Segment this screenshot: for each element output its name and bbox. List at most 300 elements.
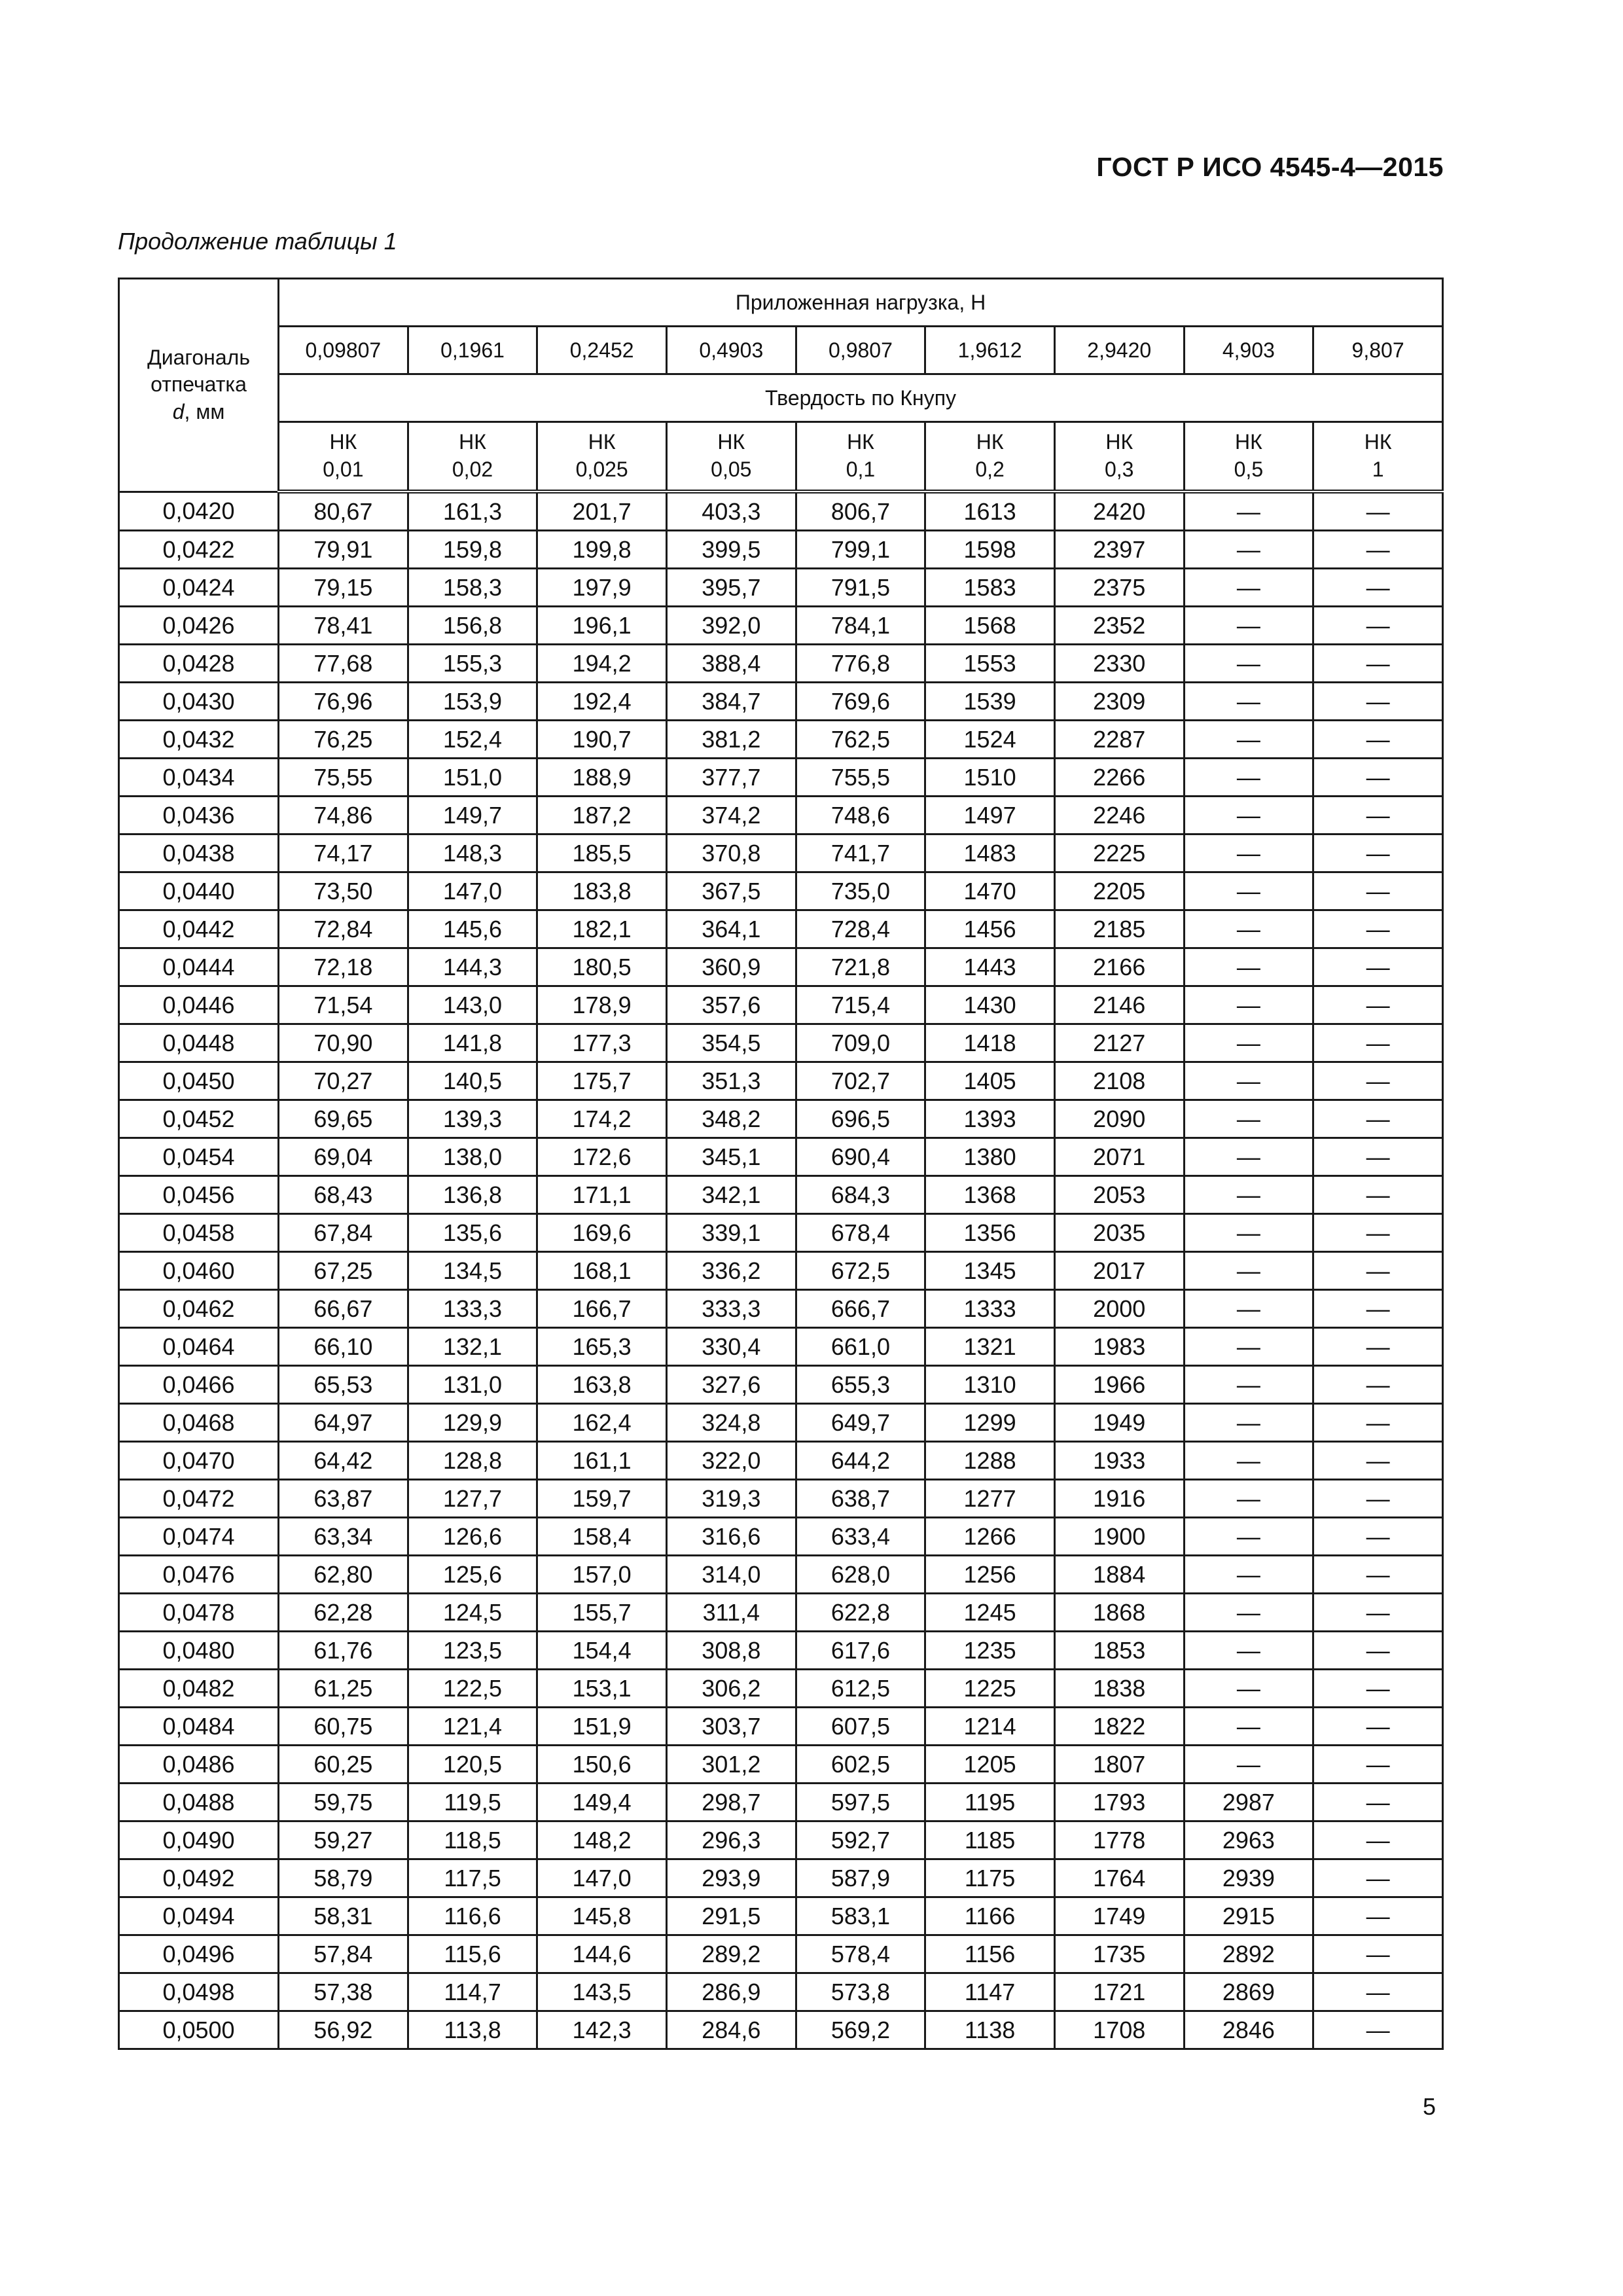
hardness-cell: 333,3 bbox=[666, 1290, 796, 1328]
scale-name: НК bbox=[717, 430, 745, 454]
hardness-cell: 1138 bbox=[925, 2011, 1055, 2049]
hardness-cell: 339,1 bbox=[666, 1214, 796, 1252]
hardness-cell: 69,04 bbox=[279, 1138, 408, 1176]
hardness-cell: 1288 bbox=[925, 1442, 1055, 1480]
hardness-cell: 1613 bbox=[925, 492, 1055, 531]
hardness-cell: 578,4 bbox=[796, 1935, 925, 1973]
table-row bbox=[119, 1973, 1443, 2011]
hardness-cell: — bbox=[1313, 1670, 1443, 1708]
hardness-cell: — bbox=[1313, 1973, 1443, 2011]
hardness-cell: 806,7 bbox=[796, 492, 925, 531]
hardness-cell: 174,2 bbox=[537, 1100, 667, 1138]
hardness-cell: 155,7 bbox=[537, 1594, 667, 1632]
hardness-cell: 158,3 bbox=[408, 569, 537, 607]
table-row bbox=[119, 683, 1443, 721]
table-row bbox=[119, 1935, 1443, 1973]
hardness-cell: 377,7 bbox=[666, 759, 796, 797]
table-row bbox=[119, 1290, 1443, 1328]
table-row bbox=[119, 1746, 1443, 1784]
hardness-cell: 162,4 bbox=[537, 1404, 667, 1442]
hardness-cell: 2146 bbox=[1054, 986, 1184, 1024]
hardness-cell: — bbox=[1184, 948, 1313, 986]
hardness-cell: 1225 bbox=[925, 1670, 1055, 1708]
table-row bbox=[119, 1442, 1443, 1480]
hardness-cell: 187,2 bbox=[537, 797, 667, 834]
hardness-cell: 1583 bbox=[925, 569, 1055, 607]
hardness-cell: 147,0 bbox=[537, 1859, 667, 1897]
hardness-cell: 1510 bbox=[925, 759, 1055, 797]
hardness-cell: 370,8 bbox=[666, 834, 796, 872]
diagonal-cell: 0,0434 bbox=[119, 759, 279, 797]
hardness-cell: 1598 bbox=[925, 531, 1055, 569]
hardness-cell: 143,5 bbox=[537, 1973, 667, 2011]
diagonal-cell: 0,0426 bbox=[119, 607, 279, 645]
hardness-cell: 392,0 bbox=[666, 607, 796, 645]
force-header-cell: 4,903 bbox=[1184, 327, 1313, 374]
hardness-cell: 144,3 bbox=[408, 948, 537, 986]
hardness-cell: 286,9 bbox=[666, 1973, 796, 2011]
hardness-cell: 122,5 bbox=[408, 1670, 537, 1708]
hardness-cell: 384,7 bbox=[666, 683, 796, 721]
diagonal-cell: 0,0432 bbox=[119, 721, 279, 759]
hardness-cell: 769,6 bbox=[796, 683, 925, 721]
hardness-cell: 303,7 bbox=[666, 1708, 796, 1746]
hardness-cell: — bbox=[1313, 721, 1443, 759]
scale-name: НК bbox=[1364, 430, 1392, 454]
table-row bbox=[119, 1632, 1443, 1670]
hardness-cell: 139,3 bbox=[408, 1100, 537, 1138]
hardness-cell: 1321 bbox=[925, 1328, 1055, 1366]
hardness-cell: — bbox=[1184, 607, 1313, 645]
table-header bbox=[119, 279, 1443, 492]
hardness-cell: — bbox=[1313, 1252, 1443, 1290]
hardness-cell: 78,41 bbox=[279, 607, 408, 645]
hardness-cell: 74,86 bbox=[279, 797, 408, 834]
hardness-cell: 72,18 bbox=[279, 948, 408, 986]
hardness-scale-row bbox=[119, 422, 1443, 492]
hardness-cell: — bbox=[1313, 1746, 1443, 1784]
hardness-cell: 168,1 bbox=[537, 1252, 667, 1290]
hardness-cell: — bbox=[1313, 1859, 1443, 1897]
diagonal-cell: 0,0490 bbox=[119, 1821, 279, 1859]
hardness-cell: 182,1 bbox=[537, 910, 667, 948]
hardness-cell: 172,6 bbox=[537, 1138, 667, 1176]
scale-value: 0,05 bbox=[711, 457, 752, 481]
hardness-cell: 119,5 bbox=[408, 1784, 537, 1821]
hardness-cell: — bbox=[1184, 1480, 1313, 1518]
hardness-cell: 1368 bbox=[925, 1176, 1055, 1214]
hardness-cell: 2246 bbox=[1054, 797, 1184, 834]
hardness-cell: — bbox=[1313, 1100, 1443, 1138]
hardness-cell: 784,1 bbox=[796, 607, 925, 645]
hardness-cell: 2225 bbox=[1054, 834, 1184, 872]
hardness-cell: — bbox=[1313, 1556, 1443, 1594]
hardness-cell: 136,8 bbox=[408, 1176, 537, 1214]
hardness-cell: 1185 bbox=[925, 1821, 1055, 1859]
hardness-cell: 70,90 bbox=[279, 1024, 408, 1062]
hardness-cell: 147,0 bbox=[408, 872, 537, 910]
hardness-cell: 367,5 bbox=[666, 872, 796, 910]
hardness-cell: 138,0 bbox=[408, 1138, 537, 1176]
hardness-cell: — bbox=[1313, 1442, 1443, 1480]
hardness-cell: 67,84 bbox=[279, 1214, 408, 1252]
hardness-cell: — bbox=[1184, 1024, 1313, 1062]
hardness-cell: 364,1 bbox=[666, 910, 796, 948]
hardness-cell: 188,9 bbox=[537, 759, 667, 797]
hardness-cell: 2352 bbox=[1054, 607, 1184, 645]
table-row bbox=[119, 1176, 1443, 1214]
hardness-cell: 607,5 bbox=[796, 1708, 925, 1746]
hardness-cell: 1345 bbox=[925, 1252, 1055, 1290]
diagonal-cell: 0,0484 bbox=[119, 1708, 279, 1746]
hardness-cell: 399,5 bbox=[666, 531, 796, 569]
force-header-cell: 0,9807 bbox=[796, 327, 925, 374]
hardness-cell: 63,34 bbox=[279, 1518, 408, 1556]
hardness-cell: 799,1 bbox=[796, 531, 925, 569]
hardness-cell: 1214 bbox=[925, 1708, 1055, 1746]
hardness-cell: 573,8 bbox=[796, 1973, 925, 2011]
hardness-cell: 2420 bbox=[1054, 492, 1184, 531]
hardness-cell: 1933 bbox=[1054, 1442, 1184, 1480]
hardness-cell: 73,50 bbox=[279, 872, 408, 910]
hardness-cell: 762,5 bbox=[796, 721, 925, 759]
scale-value: 0,5 bbox=[1234, 457, 1264, 481]
scale-value: 1 bbox=[1372, 457, 1384, 481]
scale-header-cell bbox=[1184, 422, 1313, 492]
hardness-cell: 60,25 bbox=[279, 1746, 408, 1784]
hardness-cell: — bbox=[1313, 1897, 1443, 1935]
hardness-cell: 71,54 bbox=[279, 986, 408, 1024]
table-row bbox=[119, 834, 1443, 872]
hardness-cell: 1310 bbox=[925, 1366, 1055, 1404]
hardness-cell: 158,4 bbox=[537, 1518, 667, 1556]
force-values-row bbox=[119, 327, 1443, 374]
hardness-cell: 1524 bbox=[925, 721, 1055, 759]
scale-value: 0,2 bbox=[975, 457, 1005, 481]
hardness-cell: 755,5 bbox=[796, 759, 925, 797]
table-row bbox=[119, 1897, 1443, 1935]
hardness-cell: 149,4 bbox=[537, 1784, 667, 1821]
scale-name: НК bbox=[1105, 430, 1133, 454]
hardness-cell: 120,5 bbox=[408, 1746, 537, 1784]
hardness-cell: 684,3 bbox=[796, 1176, 925, 1214]
hardness-cell: 1900 bbox=[1054, 1518, 1184, 1556]
hardness-cell: — bbox=[1184, 1214, 1313, 1252]
diagonal-cell: 0,0438 bbox=[119, 834, 279, 872]
diagonal-cell: 0,0442 bbox=[119, 910, 279, 948]
diagonal-cell: 0,0430 bbox=[119, 683, 279, 721]
diagonal-cell: 0,0450 bbox=[119, 1062, 279, 1100]
hardness-cell: 388,4 bbox=[666, 645, 796, 683]
diagonal-cell: 0,0420 bbox=[119, 492, 279, 531]
table-row bbox=[119, 1594, 1443, 1632]
scale-header-cell bbox=[408, 422, 537, 492]
hardness-cell: 696,5 bbox=[796, 1100, 925, 1138]
hardness-cell: 56,92 bbox=[279, 2011, 408, 2049]
document-code: ГОСТ Р ИСО 4545-4—2015 bbox=[1096, 152, 1444, 182]
hardness-cell: 62,28 bbox=[279, 1594, 408, 1632]
hardness-cell: 2000 bbox=[1054, 1290, 1184, 1328]
hardness-cell: 59,75 bbox=[279, 1784, 408, 1821]
table-row bbox=[119, 1214, 1443, 1252]
table-row bbox=[119, 1556, 1443, 1594]
hardness-cell: 67,25 bbox=[279, 1252, 408, 1290]
hardness-cell: 633,4 bbox=[796, 1518, 925, 1556]
hardness-cell: 2266 bbox=[1054, 759, 1184, 797]
hardness-cell: — bbox=[1184, 1252, 1313, 1290]
hardness-cell: 1735 bbox=[1054, 1935, 1184, 1973]
hardness-cell: 2108 bbox=[1054, 1062, 1184, 1100]
hardness-cell: 148,2 bbox=[537, 1821, 667, 1859]
diagonal-cell: 0,0500 bbox=[119, 2011, 279, 2049]
hardness-cell: 1418 bbox=[925, 1024, 1055, 1062]
hardness-cell: 121,4 bbox=[408, 1708, 537, 1746]
hardness-cell: 741,7 bbox=[796, 834, 925, 872]
hardness-cell: — bbox=[1184, 910, 1313, 948]
hardness-cell: 152,4 bbox=[408, 721, 537, 759]
hardness-cell: 1266 bbox=[925, 1518, 1055, 1556]
hardness-cell: — bbox=[1184, 872, 1313, 910]
diagonal-cell: 0,0454 bbox=[119, 1138, 279, 1176]
diagonal-cell: 0,0448 bbox=[119, 1024, 279, 1062]
hardness-cell: 2309 bbox=[1054, 683, 1184, 721]
hardness-cell: 156,8 bbox=[408, 607, 537, 645]
hardness-cell: — bbox=[1313, 1366, 1443, 1404]
force-header-cell: 0,09807 bbox=[279, 327, 408, 374]
scale-name: НК bbox=[1234, 430, 1262, 454]
hardness-cell: 403,3 bbox=[666, 492, 796, 531]
hardness-cell: 141,8 bbox=[408, 1024, 537, 1062]
force-header-cell: 0,4903 bbox=[666, 327, 796, 374]
hardness-cell: 702,7 bbox=[796, 1062, 925, 1100]
diagonal-cell: 0,0498 bbox=[119, 1973, 279, 2011]
diagonal-cell: 0,0486 bbox=[119, 1746, 279, 1784]
hardness-cell: 197,9 bbox=[537, 569, 667, 607]
hardness-cell: 2287 bbox=[1054, 721, 1184, 759]
hardness-cell: 1277 bbox=[925, 1480, 1055, 1518]
hardness-cell: 163,8 bbox=[537, 1366, 667, 1404]
hardness-cell: 1497 bbox=[925, 797, 1055, 834]
diagonal-cell: 0,0482 bbox=[119, 1670, 279, 1708]
hardness-cell: 151,9 bbox=[537, 1708, 667, 1746]
hardness-cell: 80,67 bbox=[279, 492, 408, 531]
force-header-cell: 0,2452 bbox=[537, 327, 667, 374]
hardness-cell: 151,0 bbox=[408, 759, 537, 797]
hardness-cell: 715,4 bbox=[796, 986, 925, 1024]
hardness-cell: 291,5 bbox=[666, 1897, 796, 1935]
hardness-cell: 791,5 bbox=[796, 569, 925, 607]
hardness-cell: 135,6 bbox=[408, 1214, 537, 1252]
hardness-cell: 622,8 bbox=[796, 1594, 925, 1632]
hardness-cell: 374,2 bbox=[666, 797, 796, 834]
hardness-cell: 144,6 bbox=[537, 1935, 667, 1973]
scale-value: 0,02 bbox=[452, 457, 493, 481]
table-row bbox=[119, 1821, 1443, 1859]
hardness-cell: 2375 bbox=[1054, 569, 1184, 607]
hardness-cell: — bbox=[1184, 1746, 1313, 1784]
hardness-cell: 79,15 bbox=[279, 569, 408, 607]
hardness-cell: 1539 bbox=[925, 683, 1055, 721]
diagonal-cell: 0,0472 bbox=[119, 1480, 279, 1518]
hardness-cell: 177,3 bbox=[537, 1024, 667, 1062]
table-row bbox=[119, 721, 1443, 759]
diagonal-cell: 0,0462 bbox=[119, 1290, 279, 1328]
hardness-cell: 1721 bbox=[1054, 1973, 1184, 2011]
hardness-cell: 644,2 bbox=[796, 1442, 925, 1480]
table-row bbox=[119, 607, 1443, 645]
table-row bbox=[119, 1859, 1443, 1897]
hardness-cell: 1483 bbox=[925, 834, 1055, 872]
hardness-cell: — bbox=[1184, 1556, 1313, 1594]
hardness-cell: 289,2 bbox=[666, 1935, 796, 1973]
hardness-cell: — bbox=[1313, 1328, 1443, 1366]
hardness-cell: 1807 bbox=[1054, 1746, 1184, 1784]
scale-value: 0,3 bbox=[1104, 457, 1134, 481]
hardness-cell: — bbox=[1184, 834, 1313, 872]
hardness-cell: 672,5 bbox=[796, 1252, 925, 1290]
hardness-cell: 345,1 bbox=[666, 1138, 796, 1176]
hardness-cell: 298,7 bbox=[666, 1784, 796, 1821]
hardness-cell: 296,3 bbox=[666, 1821, 796, 1859]
table-row bbox=[119, 1784, 1443, 1821]
table-row bbox=[119, 986, 1443, 1024]
hardness-cell: 114,7 bbox=[408, 1973, 537, 2011]
diagonal-cell: 0,0436 bbox=[119, 797, 279, 834]
hardness-cell: 336,2 bbox=[666, 1252, 796, 1290]
diagonal-cell: 0,0428 bbox=[119, 645, 279, 683]
hardness-cell: 201,7 bbox=[537, 492, 667, 531]
diagonal-cell: 0,0496 bbox=[119, 1935, 279, 1973]
hardness-cell: — bbox=[1313, 607, 1443, 645]
hardness-cell: 66,67 bbox=[279, 1290, 408, 1328]
hardness-cell: — bbox=[1184, 1100, 1313, 1138]
hardness-cell: 77,68 bbox=[279, 645, 408, 683]
hardness-cell: — bbox=[1313, 1404, 1443, 1442]
scale-value: 0,025 bbox=[575, 457, 628, 481]
hardness-cell: — bbox=[1313, 1176, 1443, 1214]
hardness-cell: — bbox=[1184, 683, 1313, 721]
hardness-cell: — bbox=[1184, 569, 1313, 607]
hardness-cell: — bbox=[1313, 1290, 1443, 1328]
hardness-cell: 79,91 bbox=[279, 531, 408, 569]
hardness-cell: 132,1 bbox=[408, 1328, 537, 1366]
hardness-cell: 2185 bbox=[1054, 910, 1184, 948]
hardness-cell: — bbox=[1313, 1024, 1443, 1062]
hardness-cell: 1443 bbox=[925, 948, 1055, 986]
hardness-cell: 2127 bbox=[1054, 1024, 1184, 1062]
diagonal-cell: 0,0440 bbox=[119, 872, 279, 910]
hardness-cell: 1949 bbox=[1054, 1404, 1184, 1442]
diagonal-cell: 0,0444 bbox=[119, 948, 279, 986]
hardness-cell: 161,1 bbox=[537, 1442, 667, 1480]
diagonal-header-line2: отпечатка bbox=[151, 372, 247, 397]
table-row bbox=[119, 569, 1443, 607]
hardness-cell: — bbox=[1184, 1670, 1313, 1708]
hardness-cell: 75,55 bbox=[279, 759, 408, 797]
diagonal-unit: , мм bbox=[184, 400, 225, 424]
hardness-cell: 1884 bbox=[1054, 1556, 1184, 1594]
hardness-cell: 161,3 bbox=[408, 492, 537, 531]
hardness-cell: 1708 bbox=[1054, 2011, 1184, 2049]
hardness-cell: 1333 bbox=[925, 1290, 1055, 1328]
hardness-cell: 301,2 bbox=[666, 1746, 796, 1784]
hardness-cell: 2397 bbox=[1054, 531, 1184, 569]
hardness-cell: 316,6 bbox=[666, 1518, 796, 1556]
force-header-cell: 0,1961 bbox=[408, 327, 537, 374]
hardness-cell: 128,8 bbox=[408, 1442, 537, 1480]
hardness-cell: — bbox=[1184, 759, 1313, 797]
hardness-cell: — bbox=[1184, 986, 1313, 1024]
hardness-cell: 1916 bbox=[1054, 1480, 1184, 1518]
table-row bbox=[119, 910, 1443, 948]
hardness-cell: 57,38 bbox=[279, 1973, 408, 2011]
hardness-cell: 1256 bbox=[925, 1556, 1055, 1594]
scale-value: 0,1 bbox=[846, 457, 876, 481]
hardness-cell: 1166 bbox=[925, 1897, 1055, 1935]
hardness-cell: 1175 bbox=[925, 1859, 1055, 1897]
hardness-cell: 159,7 bbox=[537, 1480, 667, 1518]
hardness-cell: 709,0 bbox=[796, 1024, 925, 1062]
table-row bbox=[119, 1062, 1443, 1100]
hardness-cell: 678,4 bbox=[796, 1214, 925, 1252]
hardness-cell: 612,5 bbox=[796, 1670, 925, 1708]
hardness-cell: — bbox=[1313, 910, 1443, 948]
hardness-cell: 76,96 bbox=[279, 683, 408, 721]
hardness-cell: 311,4 bbox=[666, 1594, 796, 1632]
hardness-cell: 314,0 bbox=[666, 1556, 796, 1594]
hardness-cell: 69,65 bbox=[279, 1100, 408, 1138]
diagonal-cell: 0,0492 bbox=[119, 1859, 279, 1897]
hardness-cell: 169,6 bbox=[537, 1214, 667, 1252]
hardness-cell: 293,9 bbox=[666, 1859, 796, 1897]
force-header-cell: 1,9612 bbox=[925, 327, 1055, 374]
hardness-cell: 2035 bbox=[1054, 1214, 1184, 1252]
hardness-cell: 1245 bbox=[925, 1594, 1055, 1632]
hardness-cell: 319,3 bbox=[666, 1480, 796, 1518]
diagonal-column-header bbox=[119, 279, 279, 492]
hardness-cell: 153,9 bbox=[408, 683, 537, 721]
diagonal-cell: 0,0476 bbox=[119, 1556, 279, 1594]
hardness-cell: — bbox=[1184, 1708, 1313, 1746]
applied-load-header: Приложенная нагрузка, Н bbox=[279, 279, 1443, 327]
scale-header-cell bbox=[925, 422, 1055, 492]
hardness-cell: 159,8 bbox=[408, 531, 537, 569]
hardness-cell: 116,6 bbox=[408, 1897, 537, 1935]
hardness-cell: 617,6 bbox=[796, 1632, 925, 1670]
hardness-cell: 597,5 bbox=[796, 1784, 925, 1821]
hardness-cell: 131,0 bbox=[408, 1366, 537, 1404]
hardness-cell: 2166 bbox=[1054, 948, 1184, 986]
hardness-cell: 2892 bbox=[1184, 1935, 1313, 1973]
hardness-cell: 1749 bbox=[1054, 1897, 1184, 1935]
hardness-cell: 2869 bbox=[1184, 1973, 1313, 2011]
table-row bbox=[119, 759, 1443, 797]
diagonal-cell: 0,0424 bbox=[119, 569, 279, 607]
hardness-cell: — bbox=[1184, 531, 1313, 569]
hardness-cell: 183,8 bbox=[537, 872, 667, 910]
hardness-cell: 149,7 bbox=[408, 797, 537, 834]
hardness-cell: — bbox=[1184, 1442, 1313, 1480]
hardness-cell: 153,1 bbox=[537, 1670, 667, 1708]
hardness-cell: — bbox=[1313, 645, 1443, 683]
hardness-cell: 1553 bbox=[925, 645, 1055, 683]
hardness-cell: — bbox=[1313, 1062, 1443, 1100]
hardness-cell: 1405 bbox=[925, 1062, 1055, 1100]
hardness-cell: 583,1 bbox=[796, 1897, 925, 1935]
hardness-cell: — bbox=[1313, 1935, 1443, 1973]
hardness-cell: 192,4 bbox=[537, 683, 667, 721]
table-row bbox=[119, 1100, 1443, 1138]
